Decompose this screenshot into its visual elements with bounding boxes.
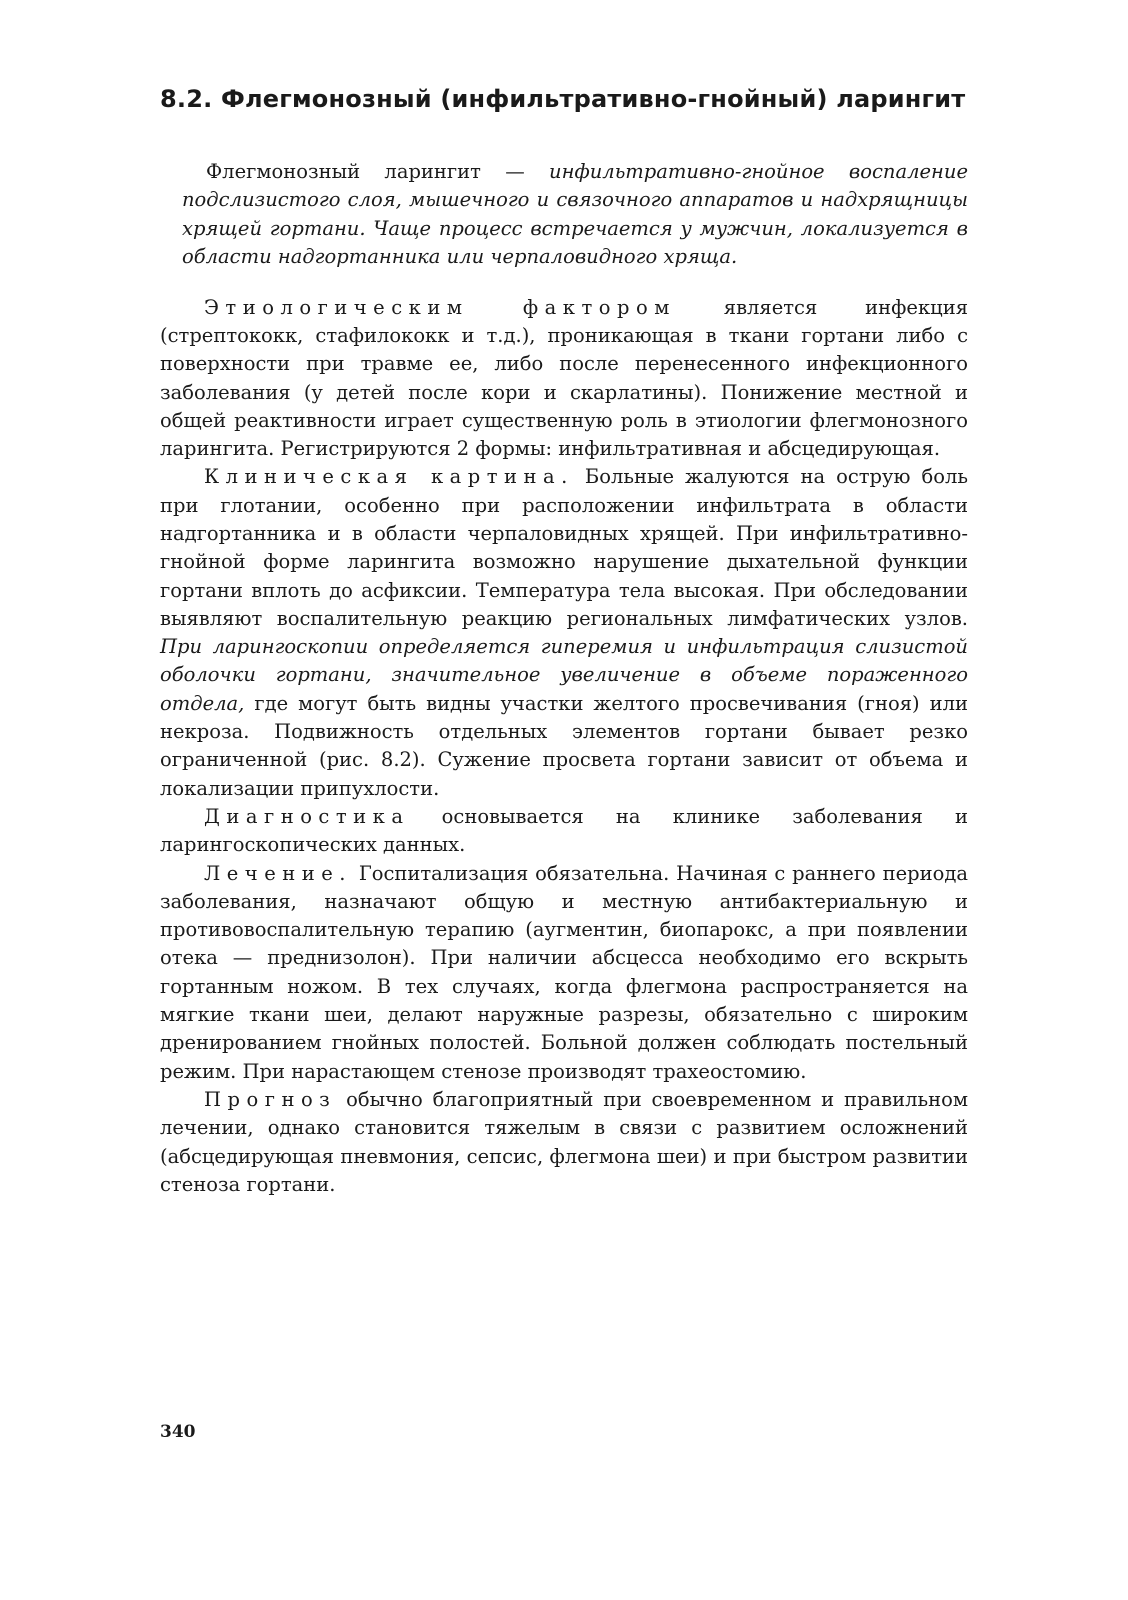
text-clinic-before: Больные жалуются на острую боль при глотании, особенно при расположении инфильтрата в области надгортанника и в области черпаловидных хрящей. При инфильтративно-гнойной форме ларингита возможно нарушение дыхательной функции гортани вплоть до асфиксии. Температура тела высокая. При обследовании выявляют воспалительную реакцию региональных лимфатических узлов. — [160, 465, 968, 630]
body-text — [160, 294, 968, 1200]
text-treatment: Госпитализация обязательна. Начиная с раннего периода заболевания, назначают общую и местную антибактериальную и противовоспалительную терапию (аугментин, биопарокс, а при появлении отека — преднизолон). При наличии абсцесса необходимо его вскрыть гортанным ножом. В тех случаях, когда флегмона распространяется на мягкие ткани шеи, делают наружные разрезы, обязательно с широким дренированием гнойных полостей. Больной должен соблюдать постельный режим. При нарастающем стенозе производят трахеостомию. — [160, 861, 968, 1083]
paragraph-clinic — [160, 463, 968, 803]
section-heading: 8.2. Флегмонозный (инфильтративно-гнойный) ларингит — [160, 85, 966, 113]
lead-definition-italic: инфильтративно-гнойное воспаление подслизистого слоя, мышечного и связочного аппаратов и надхрящницы хрящей гортани. Чаще процесс встречается у мужчин, локализуется в области надгортанника или черпаловидного хряща. — [182, 160, 968, 269]
page-number: 340 — [160, 1422, 196, 1442]
heading-prognosis: Прогноз — [204, 1087, 337, 1111]
heading-etiology: Этиологическим фактором — [204, 295, 676, 319]
text-prognosis: обычно благоприятный при своевременном и правильном лечении, однако становится тяжелым в связи с развитием осложнений (абсцедирующая пневмония, сепсис, флегмона шеи) и при быстром развитии стеноза гортани. — [160, 1087, 968, 1196]
paragraph-etiology — [160, 294, 968, 464]
heading-clinic: Клиническая картина. — [204, 465, 574, 489]
paragraph-diagnosis — [160, 803, 968, 860]
text-diagnosis: основывается на клинике заболевания и ларингоскопических данных. — [160, 804, 968, 857]
lead-definition — [182, 158, 968, 272]
text-etiology: является инфекция (стрептококк, стафилококк и т.д.), проникающая в ткани гортани либо с поверхности при травме ее, либо после перенесенного инфекционного заболевания (у детей после кори и скарлатины). Понижение местной и общей реактивности играет существенную роль в этиологии флегмонозного ларингита. Регистрируются 2 формы: инфильтративная и абсцедирующая. — [160, 295, 968, 461]
text-clinic-italic: При ларингоскопии определяется гиперемия и инфильтрация слизистой оболочки гортани, значительное увеличение в объеме пораженного отдела, — [160, 635, 968, 715]
paragraph-treatment — [160, 860, 968, 1086]
lead-term: Флегмонозный ларингит — — [206, 160, 525, 183]
heading-treatment: Лечение. — [204, 861, 352, 885]
heading-diagnosis: Диагностика — [204, 804, 410, 828]
page-content — [160, 84, 968, 1199]
paragraph-prognosis — [160, 1086, 968, 1199]
text-clinic-after: где могут быть видны участки желтого просвечивания (гноя) или некроза. Подвижность отдельных элементов гортани бывает резко ограниченной (рис. 8.2). Сужение просвета гортани зависит от объема и локализации припухлости. — [160, 691, 968, 800]
